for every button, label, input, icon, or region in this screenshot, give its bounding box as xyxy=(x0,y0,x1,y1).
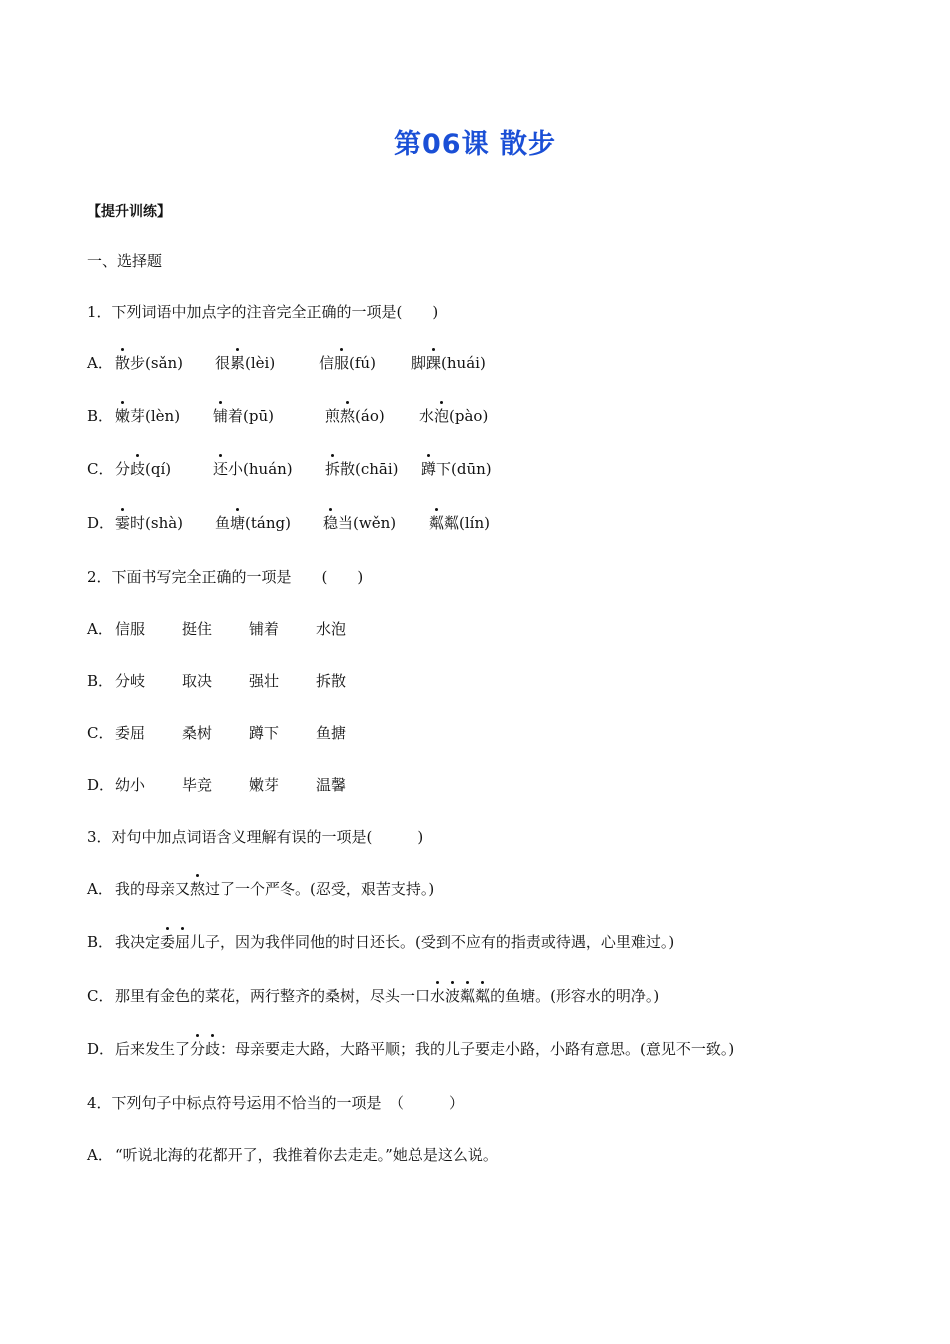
word: 分歧(qí) xyxy=(115,460,172,478)
emphasized-char: 波 xyxy=(445,987,461,1005)
word: 信服(fú) xyxy=(319,354,376,372)
emphasized-char: 屈 xyxy=(175,933,191,951)
word: 脚踝(huái) xyxy=(411,354,486,372)
word: 嫩芽(lèn) xyxy=(115,407,181,425)
word: 水泡(pào) xyxy=(419,407,489,425)
word: 散步(sǎn) xyxy=(115,354,184,372)
word: 还小(huán) xyxy=(213,460,293,478)
emphasized-char: 粼 xyxy=(475,987,491,1005)
question-2-stem: 2．下面书写完全正确的一项是 ( ) xyxy=(87,568,364,586)
word: 蹲下(dūn) xyxy=(421,460,492,478)
word: 铺着(pū) xyxy=(213,407,274,425)
word: 拆散(chāi) xyxy=(325,460,399,478)
question-3-option-b: B． 我决定委屈儿子，因为我伴同他的时日还长。(受到不应有的指责或待遇，心里难过。) xyxy=(87,933,675,951)
emphasized-char: 歧 xyxy=(205,1040,221,1058)
question-1-option-d: D．霎时(shà) 鱼塘(táng) 稳当(wěn) 粼粼(lín) xyxy=(87,514,490,532)
question-2-option-b: B． 分岐 取决 强壮 拆散 xyxy=(87,672,347,690)
word: 稳当(wěn) xyxy=(323,514,397,532)
emphasized-char: 委 xyxy=(160,933,176,951)
question-3-option-d: D．后来发生了分歧：母亲要走大路，大路平顺；我的儿子要走小路，小路有意思。(意见不一致。) xyxy=(87,1040,735,1058)
question-1-stem: 1．下列词语中加点字的注音完全正确的一项是( ) xyxy=(87,303,439,321)
question-2-option-c: C． 委屈 桑树 蹲下 鱼搪 xyxy=(87,724,347,742)
question-3-option-c: C． 那里有金色的菜花，两行整齐的桑树，尽头一口水波粼粼的鱼塘。(形容水的明净。) xyxy=(87,987,660,1005)
emphasized-char: 分 xyxy=(190,1040,206,1058)
question-4-stem: 4．下列句子中标点符号运用不恰当的一项是 （ ） xyxy=(87,1094,465,1112)
emphasized-char: 粼 xyxy=(460,987,476,1005)
word: 煎熬(áo) xyxy=(325,407,385,425)
page-title: 第06课 散步 xyxy=(394,129,556,160)
word: 霎时(shà) xyxy=(115,514,184,532)
question-3-stem: 3．对句中加点词语含义理解有误的一项是( ) xyxy=(87,828,424,846)
word: 鱼塘(táng) xyxy=(215,514,291,532)
question-4-option-a: A． “听说北海的花都开了，我推着你去走走。”她总是这么说。 xyxy=(87,1146,498,1164)
question-3-option-a: A． 我的母亲又熬过了一个严冬。(忍受，艰苦支持。) xyxy=(87,880,435,898)
part-heading: 一、选择题 xyxy=(87,252,163,270)
emphasized-char: 水 xyxy=(430,987,446,1005)
word: 粼粼(lín) xyxy=(429,514,490,532)
question-2-option-d: D．幼小 毕竞 嫩芽 温馨 xyxy=(87,776,347,794)
question-2-option-a: A． 信服 挺住 铺着 水泡 xyxy=(87,620,347,638)
section-header: 【提升训练】 xyxy=(87,204,171,220)
word: 很累(lèi) xyxy=(215,354,276,372)
question-1-option-c: C． 分歧(qí) 还小(huán) 拆散(chāi) 蹲下(dūn) xyxy=(87,460,492,478)
question-1-option-a: A． 散步(sǎn) 很累(lèi) 信服(fú) 脚踝(huái) xyxy=(87,354,486,372)
question-1-option-b: B． 嫩芽(lèn) 铺着(pū) 煎熬(áo) 水泡(pào) xyxy=(87,407,489,425)
